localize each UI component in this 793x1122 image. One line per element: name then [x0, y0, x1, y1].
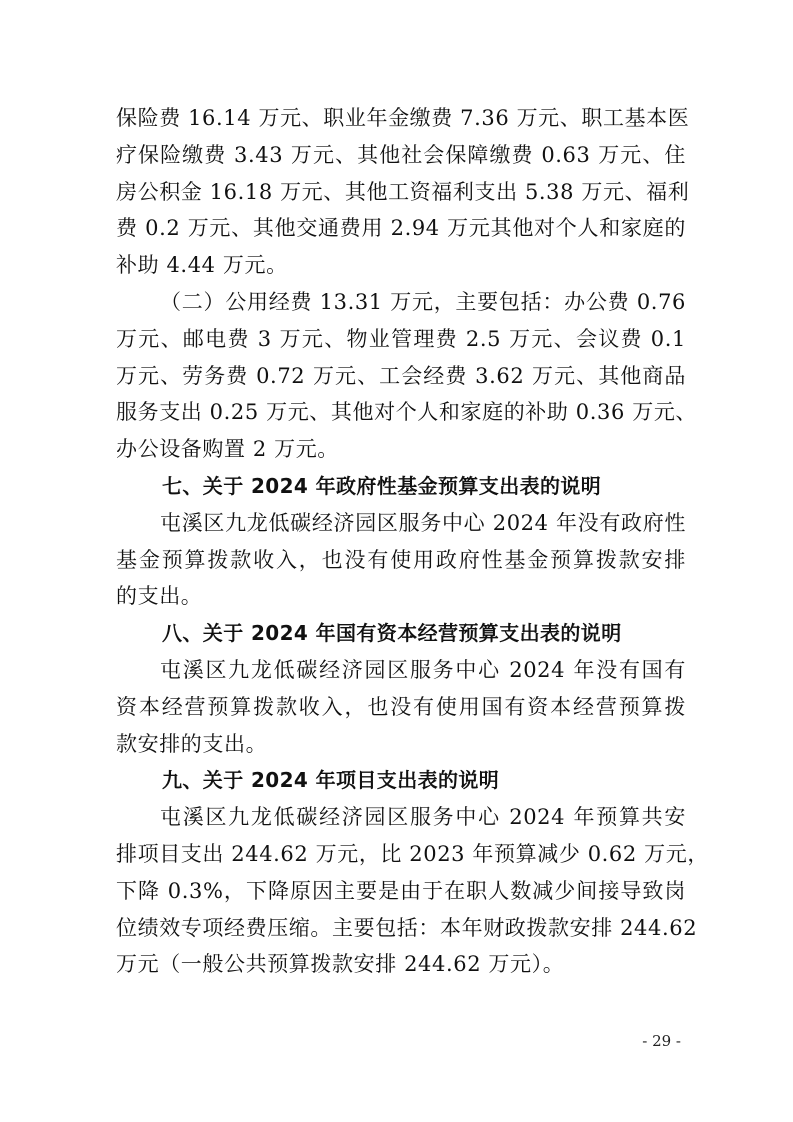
text-line: 服务支出 0.25 万元、其他对个人和家庭的补助 0.36 万元、	[116, 400, 698, 425]
text-line: 的支出。	[116, 584, 203, 609]
text-line: 位绩效专项经费压缩。主要包括：本年财政拨款安排 244.62	[116, 915, 698, 940]
text-line: （二）公用经费 13.31 万元，主要包括：办公费 0.76	[160, 289, 686, 314]
text-line: 屯溪区九龙低碳经济园区服务中心 2024 年没有政府性	[160, 510, 686, 535]
text-line: 万元、劳务费 0.72 万元、工会经费 3.62 万元、其他商品	[116, 363, 686, 388]
section-heading-7	[116, 468, 686, 505]
document-body	[116, 100, 709, 983]
paragraph-government-fund	[116, 505, 686, 615]
paragraph-personnel-expenses	[116, 100, 690, 284]
text-line: 办公设备购置 2 万元。	[116, 437, 339, 462]
text-line: 下降 0.3%，下降原因主要是由于在职人数减少间接导致岗	[116, 878, 686, 903]
paragraph-project-expenses	[116, 799, 709, 983]
text-line: 基金预算拨款收入，也没有使用政府性基金预算拨款安排	[116, 547, 686, 572]
section-heading-8	[116, 615, 686, 652]
text-line: 排项目支出 244.62 万元，比 2023 年预算减少 0.62 万元，	[116, 841, 709, 866]
heading-text: 八、关于 2024 年国有资本经营预算支出表的说明	[162, 621, 622, 646]
heading-text: 七、关于 2024 年政府性基金预算支出表的说明	[162, 473, 602, 498]
page-number: - 29 -	[642, 1032, 681, 1050]
text-line: 房公积金 16.18 万元、其他工资福利支出 5.38 万元、福利	[116, 179, 690, 204]
text-line: 万元（一般公共预算拨款安排 244.62 万元）。	[116, 952, 565, 977]
section-heading-9	[116, 762, 686, 799]
text-line: 资本经营预算拨款收入，也没有使用国有资本经营预算拨	[116, 694, 686, 719]
text-line: 疗保险缴费 3.43 万元、其他社会保障缴费 0.63 万元、住	[116, 142, 686, 167]
paragraph-state-capital	[116, 652, 686, 762]
text-line: 费 0.2 万元、其他交通费用 2.94 万元其他对个人和家庭的	[116, 216, 686, 241]
paragraph-public-expenses	[116, 284, 698, 468]
heading-text: 九、关于 2024 年项目支出表的说明	[162, 768, 500, 793]
text-line: 保险费 16.14 万元、职业年金缴费 7.36 万元、职工基本医	[116, 106, 690, 130]
text-line: 屯溪区九龙低碳经济园区服务中心 2024 年预算共安	[160, 805, 686, 830]
text-line: 补助 4.44 万元。	[116, 253, 288, 278]
text-line: 款安排的支出。	[116, 731, 268, 756]
text-line: 万元、邮电费 3 万元、物业管理费 2.5 万元、会议费 0.1	[116, 326, 686, 351]
text-line: 屯溪区九龙低碳经济园区服务中心 2024 年没有国有	[160, 657, 686, 682]
